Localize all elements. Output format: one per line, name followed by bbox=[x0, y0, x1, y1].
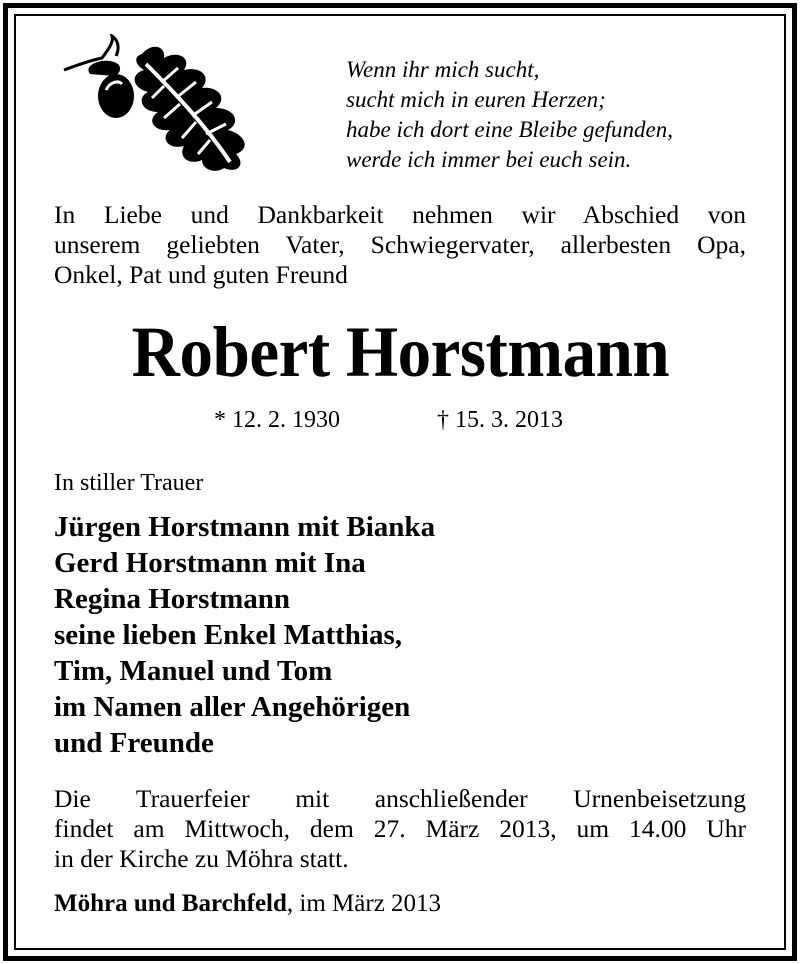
mourning-intro: In stiller Trauer bbox=[54, 470, 204, 496]
signature-date: , im März 2013 bbox=[286, 890, 442, 917]
mourners-list bbox=[54, 509, 754, 761]
ceremony-line: findet am Mittwoch, dem 27. März 2013, um 14.00 Uhr bbox=[54, 814, 746, 843]
poem-line: werde ich immer bei euch sein. bbox=[346, 147, 632, 172]
mourner-line: Tim, Manuel und Tom bbox=[54, 655, 333, 687]
farewell-line: Onkel, Pat und guten Freund bbox=[54, 260, 348, 289]
poem-line: sucht mich in euren Herzen; bbox=[346, 87, 606, 112]
mourner-line: seine lieben Enkel Matthias, bbox=[54, 619, 403, 651]
oak-leaf-acorn-icon bbox=[46, 34, 266, 174]
ceremony-notice bbox=[54, 784, 746, 874]
poem bbox=[346, 55, 766, 175]
mourner-line: Jürgen Horstmann mit Bianka bbox=[54, 511, 436, 543]
signature-places: Möhra und Barchfeld bbox=[54, 890, 287, 917]
farewell-line: In Liebe und Dankbarkeit nehmen wir Abschied von bbox=[54, 200, 746, 229]
farewell-text bbox=[54, 200, 746, 290]
poem-line: Wenn ihr mich sucht, bbox=[346, 57, 540, 82]
mourner-line: Gerd Horstmann mit Ina bbox=[54, 547, 366, 579]
ceremony-line: Die Trauerfeier mit anschließender Urnenbeisetzung bbox=[54, 784, 746, 813]
place-and-date bbox=[54, 888, 441, 920]
poem-line: habe ich dort eine Bleibe gefunden, bbox=[346, 117, 674, 142]
mourner-line: und Freunde bbox=[54, 727, 214, 759]
mourner-line: im Namen aller Angehörigen bbox=[54, 691, 411, 723]
death-date: † 15. 3. 2013 bbox=[437, 407, 563, 433]
mourner-line: Regina Horstmann bbox=[54, 583, 291, 615]
ceremony-line: in der Kirche zu Möhra statt. bbox=[54, 844, 349, 873]
birth-date: * 12. 2. 1930 bbox=[214, 407, 340, 433]
farewell-line: unserem geliebten Vater, Schwiegervater, allerbesten Opa, bbox=[54, 230, 746, 259]
deceased-name: Robert Horstmann bbox=[131, 312, 670, 392]
